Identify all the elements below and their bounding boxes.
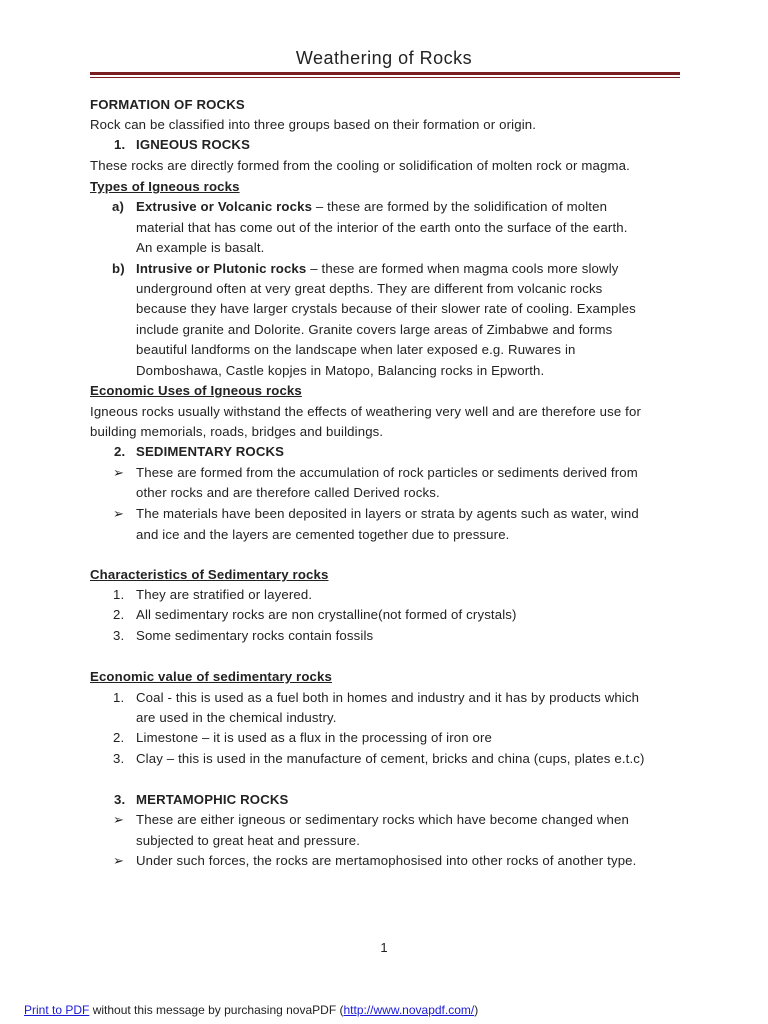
para-econ-line1: Igneous rocks usually withstand the effects of weathering very well and are therefore use for [90, 404, 642, 419]
heading-econ-igneous: Economic Uses of Igneous rocks [90, 383, 302, 398]
item-a-text: – these are formed by the solidification of molten [312, 199, 608, 214]
item-b-line3: because they have larger crystals because of their slower rate of cooling. Examples [136, 301, 636, 316]
item-b-line2: underground often at very great depths. They are different from volcanic rocks [136, 281, 603, 296]
item-a-term: Extrusive or Volcanic rocks [136, 199, 313, 214]
econ-value-1-line2: are used in the chemical industry. [136, 710, 337, 725]
item-a-line2: material that has come out of the interior of the earth onto the surface of the earth. [136, 220, 628, 235]
para-econ-line2: building memorials, roads, bridges and buildings. [90, 424, 384, 439]
arrow-bullet-icon: ➢ [113, 506, 125, 521]
item-b-term: Intrusive or Plutonic rocks [136, 261, 307, 276]
number-2: 2. [114, 444, 126, 459]
heading-sedimentary: SEDIMENTARY ROCKS [136, 444, 285, 459]
econ-value-2: Limestone – it is used as a flux in the processing of iron ore [136, 730, 493, 745]
heading-igneous: IGNEOUS ROCKS [136, 137, 251, 152]
arrow-bullet-icon: ➢ [113, 465, 125, 480]
title-rule-thin [90, 77, 680, 78]
footer-close-paren: ) [474, 1003, 479, 1017]
item-b-line4: include granite and Dolorite. Granite covers large areas of Zimbabwe and forms [136, 322, 613, 337]
list-item-num: 2. [113, 730, 125, 745]
list-item-num: 3. [113, 628, 125, 643]
arrow-bullet-icon: ➢ [113, 853, 125, 868]
list-item-num: 1. [113, 587, 125, 602]
meta-bullet1-line1: These are either igneous or sedimentary rocks which have become changed when [136, 812, 630, 827]
meta-bullet2: Under such forces, the rocks are mertamophosised into other rocks of another type. [136, 853, 637, 868]
heading-formation: FORMATION OF ROCKS [90, 97, 245, 112]
list-item-num: 1. [113, 690, 125, 705]
list-item-num: 3. [113, 751, 125, 766]
arrow-bullet-icon: ➢ [113, 812, 125, 827]
econ-value-3: Clay – this is used in the manufacture of cement, bricks and china (cups, plates e.t.c) [136, 751, 645, 766]
item-b-line6: Domboshawa, Castle kopjes in Matopo, Balancing rocks in Epworth. [136, 363, 545, 378]
number-3: 3. [114, 792, 126, 807]
item-a-line1 [136, 197, 607, 217]
econ-value-1-line1: Coal - this is used as a fuel both in homes and industry and it has by products which [136, 690, 640, 705]
heading-economic-value: Economic value of sedimentary rocks [90, 669, 332, 684]
page-number: 1 [380, 940, 388, 955]
novapdf-url-link[interactable]: http://www.novapdf.com/ [343, 1003, 475, 1017]
sed-bullet1-line2: other rocks and are therefore called Derived rocks. [136, 485, 440, 500]
item-b-text: – these are formed when magma cools more slowly [306, 261, 619, 276]
sed-bullet2-line1: The materials have been deposited in layers or strata by agents such as water, wind [136, 506, 639, 521]
item-b-line5: beautiful landforms on the landscape when later exposed e.g. Ruwares in [136, 342, 576, 357]
sed-bullet1-line1: These are formed from the accumulation of rock particles or sediments derived from [136, 465, 638, 480]
list-item-num: 2. [113, 607, 125, 622]
heading-characteristics: Characteristics of Sedimentary rocks [90, 567, 329, 582]
pdf-footer [24, 1003, 478, 1017]
list-item: They are stratified or layered. [136, 587, 313, 602]
number-1: 1. [114, 137, 126, 152]
footer-text: without this message by purchasing novaPDF ( [89, 1003, 344, 1017]
meta-bullet1-line2: subjected to great heat and pressure. [136, 833, 361, 848]
marker-b: b) [112, 261, 125, 276]
print-to-pdf-link[interactable]: Print to PDF [24, 1003, 90, 1017]
item-a-line3: An example is basalt. [136, 240, 265, 255]
sed-bullet2-line2: and ice and the layers are cemented together due to pressure. [136, 527, 510, 542]
para-igneous: These rocks are directly formed from the cooling or solidification of molten rock or magma. [90, 158, 630, 173]
title-rule-thick [90, 72, 680, 75]
list-item: Some sedimentary rocks contain fossils [136, 628, 374, 643]
item-b-line1 [136, 259, 619, 279]
marker-a: a) [112, 199, 125, 214]
list-item: All sedimentary rocks are non crystalline(not formed of crystals) [136, 607, 517, 622]
heading-types-igneous: Types of Igneous rocks [90, 179, 240, 194]
page-title: Weathering of Rocks [295, 48, 473, 68]
heading-metamorphic: MERTAMOPHIC ROCKS [136, 792, 289, 807]
para-formation: Rock can be classified into three groups based on their formation or origin. [90, 117, 537, 132]
